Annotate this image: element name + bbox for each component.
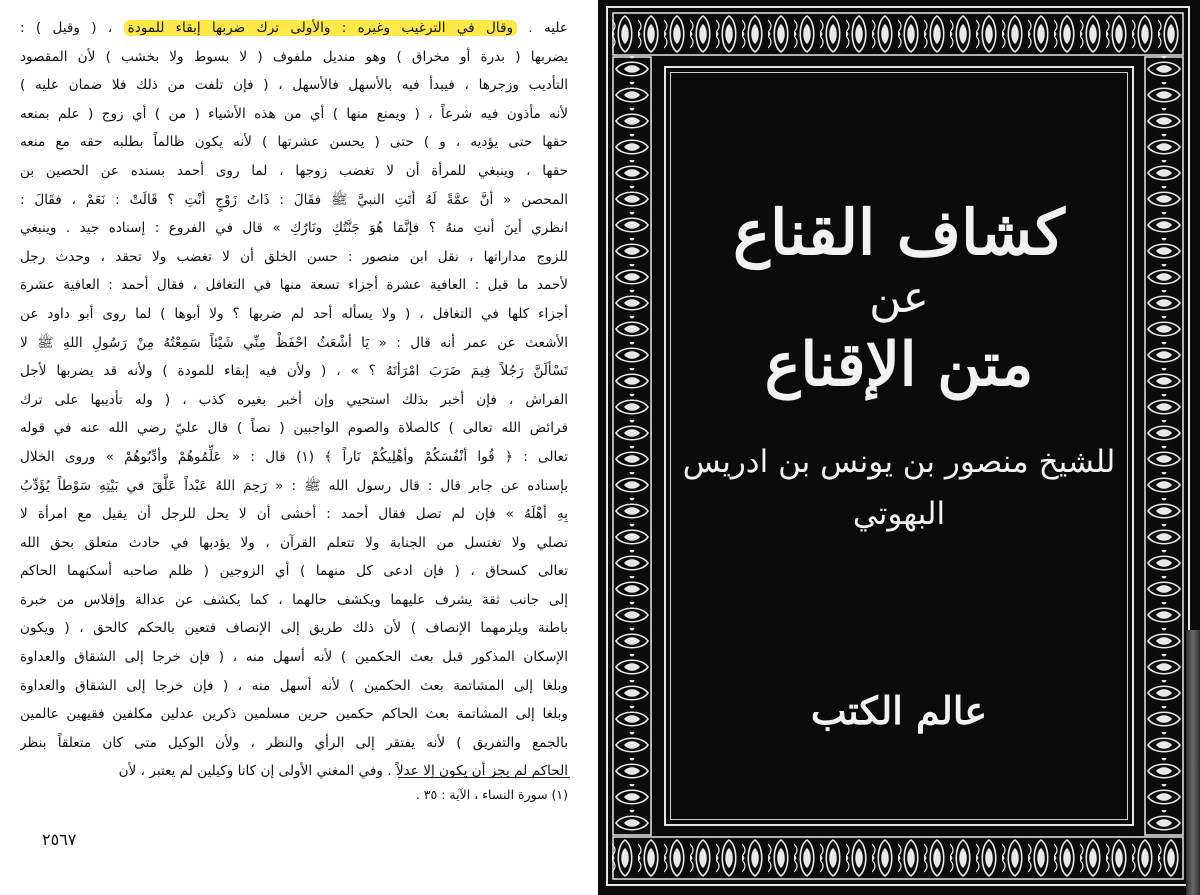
text-page <box>0 0 598 895</box>
footnote: (١) سورة النساء ، الآية : ٣٥ . <box>415 787 568 802</box>
text-line: التأديب وزجرها ، فيبدأ فيه بالأسهل فالأسهل ، ( فإن تلفت من ذلك فلا ضمان عليه ) <box>20 77 568 94</box>
cover-title: كشاف القناع <box>733 196 1065 269</box>
highlighted-passage: وقال في الترغيب وغيره : والأولى ترك ضربها إبقاء للمودة <box>124 20 517 36</box>
text-line: الفراش ، فإن أخبر بذلك استحيي وإن أخبر بغيره كذب ، ( وله تأديبها على ترك <box>20 391 568 408</box>
text-line: يضربها ( بدرة أو مخراق ) وهو منديل ملفوف ( لا بسوط ولا بخشب ) لأن المقصود <box>20 48 568 65</box>
text-line: تَسْألَنَّ رَجُلاً فِيمَ ضَرَبَ امْرَأتَهُ ؟ » ، ( ولأن فيه إبقاء للمودة ) ولأنه قد يضربها لأجل <box>20 363 568 380</box>
cover-connector: عن <box>869 272 929 323</box>
text-line: للزوج مداراتها ، نقل ابن منصور : حسن الخلق أن لا تغضب ولا تحقد ، وحدث رجل <box>20 248 568 265</box>
page-number: ٢٥٦٧ <box>42 830 77 849</box>
text-line: وبلغا إلى المشاتمة بعث الحاكم حكمين حرين مسلمين ذكرين عدلين مكلفين فقيهين عالمين <box>20 706 568 723</box>
cover-subtitle: متن الإقناع <box>764 330 1034 400</box>
text-line: تصلي ولا تغتسل من الجنابة ولا تتعلم القرآن ، ولا يؤدبها في حادث متعلق بحق الله <box>20 534 568 551</box>
cover-author-name: البهوتي <box>852 496 946 532</box>
text-line: حقها حتى يؤديه ، و ) حتى ( يحسن عشرتها ) لأنه يكون ظالماً بطلبه حقه مع منعه <box>20 134 568 151</box>
text-line: المحصن « أنَّ عمَّةً لَهُ أتَتِ النبيَّ ﷺ فقَالَ : ذَاتُ زَوْجٍ أنْتِ ؟ قَالَتْ : نَعَمْ ، فقَالَ : <box>20 191 568 208</box>
text-line: الأشعث عن عمر أنه قال : « يَا أشْعَثُ احْفَظْ مِنِّي شَيْئاً سَمِعْتُهُ مِنْ رَسُولِ اللهِ ﷺ لا <box>20 334 568 351</box>
body-text <box>20 14 568 786</box>
text-line: إلى جانب ثقة يشرف عليهما ويكشف حالهما ، كما يكشف عن عدالة وإفلاس من خبرة <box>20 591 568 608</box>
text-line: لأحمد ما قيل : العافية عشرة أجزاء تسعة منها في التغافل ، فقال أحمد : العافية عشرة <box>20 277 568 294</box>
text-line: الحاكم لم يجز أن يكون إلا عدلاً . وفي المغني الأولى إن كانا وكيلين لم يعتبر ، لأن <box>118 763 568 780</box>
cover-author: للشيخ منصور بن يونس بن ادريس <box>682 444 1116 480</box>
text-line: لأنه مأذون فيه شرعاً ، ( ويمنع منها ) أي من هذه الأشياء ( من ) أي زوج ( علم بمنعه <box>20 105 568 122</box>
text-line: الإسكان المذكور قبل بعث الحكمين ) لأنه أسهل منه ، ( فإن خرجا إلى الشقاق والعداوة <box>20 649 568 666</box>
book-spine-edge <box>1186 630 1200 895</box>
ornament-band-top <box>612 12 1184 56</box>
ornament-band-bottom <box>612 836 1184 880</box>
text-line: انظري أينَ أنتِ منهُ ؟ فإنَّمَا هُوَ جَنَّتُكِ ونَارُكِ » قال في الفروع : إسناده جيد . وينبغي <box>20 220 568 237</box>
book-cover <box>598 0 1200 895</box>
text-line: باطنة ويلزمهما الإنصاف ) لأن ذلك طريق إلى الإنصاف فتعين بالحكم كالحق ، ( ويكون <box>20 620 568 637</box>
text-line: حقها ، وينبغي للمرأة أن لا تغضب زوجها ، لما روى أحمد بسنده عن الحصين بن <box>20 162 568 179</box>
text-line: بالجمع والتفريق ) لأنه يفتقر إلى الرأي والنظر ، ولأن الوكيل متى كان متعلقاً بنظر <box>20 734 568 751</box>
text-line: وبلغا إلى المشاتمة بعث الحكمين ) لأنه أسهل منه ، ( فإن خرجا إلى الشقاق والعداوة <box>20 677 568 694</box>
text-line: بِهِ أهْلَهُ » فإن لم تصل فقال أحمد : أخشى أن لا يحل للرجل أن يقيل مع امرأة لا <box>20 506 568 523</box>
footnote-divider <box>398 777 570 778</box>
text-line: فرائض الله تعالى ) كالصلاة والصوم الواجبين ( نصاً ) قال عليّ رضي الله عنه في قوله <box>20 420 568 437</box>
text-line-highlighted: عليه . وقال في الترغيب وغيره : والأولى ترك ضربها إبقاء للمودة ، ( وقيل ) : <box>20 20 568 36</box>
text-line: تعالى كسحاق ، ( فإن ادعى كل منهما ) أي الزوجين ( ظلم صاحبه أسكنهما الحاكم <box>20 563 568 580</box>
text-line: أجزاء كلها في التغافل ، ( ولا يسأله أحد لم ضربها ؟ ولا أبوها ) لما روى أبو داود عن <box>20 305 568 322</box>
text-line: تعالى : ﴿ قُوا أنْفُسَكُمْ وأهْلِيكُمْ نَاراً ﴾ (١) قال : « عَلِّمُوهُمْ وأدِّبُوهُمْ » وروى الخلال <box>20 448 568 465</box>
text-line: بإسناده عن جابر قال : قال رسول الله ﷺ : « رَحِمَ اللهُ عَبْداً عَلَّقَ في بَيْتِهِ سَوْطاً يُؤَدِّبُ <box>20 477 568 494</box>
cover-publisher: عالم الكتب <box>810 688 988 733</box>
